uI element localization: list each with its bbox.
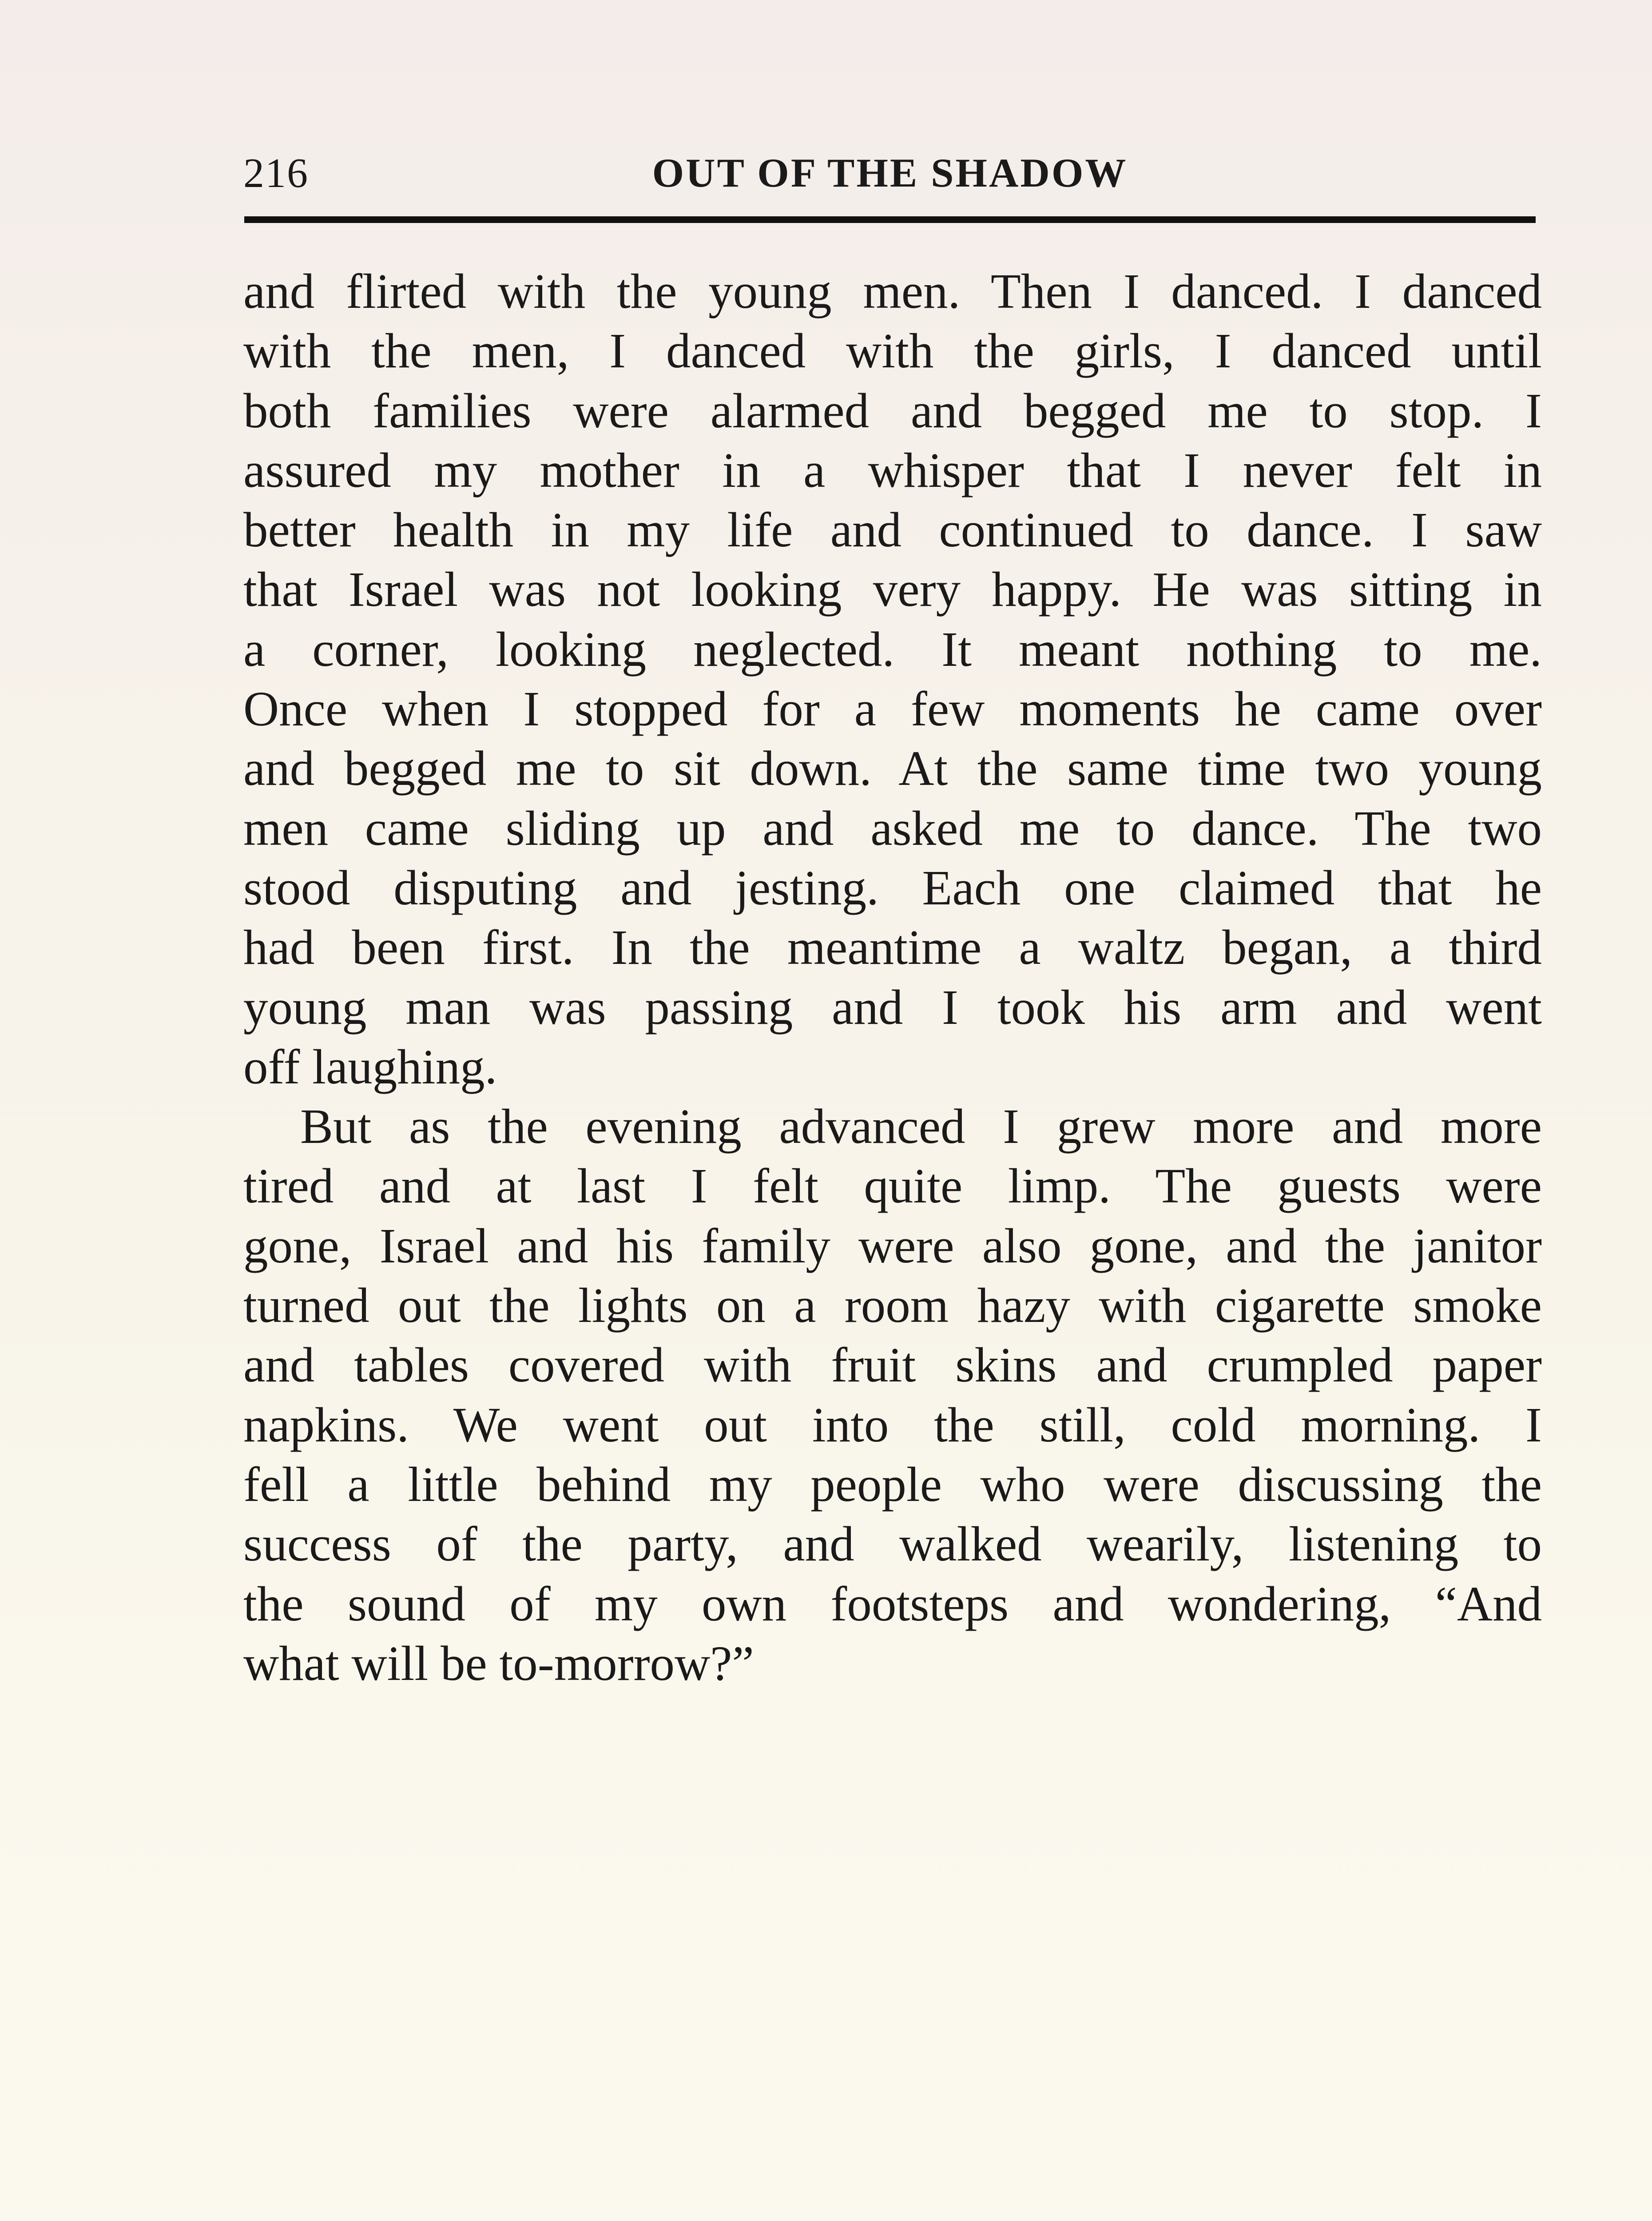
text-line: and tables covered with fruit skins and crumpled paper [243,1338,1542,1393]
text-line: that Israel was not looking very happy. He was sitting in [243,562,1542,617]
text-line: success of the party, and walked wearily, listening to [243,1517,1542,1572]
text-line: gone, Israel and his family were also gone, and the janitor [243,1218,1542,1274]
text-line: better health in my life and continued to dance. I saw [243,503,1542,558]
text-line: what will be to-morrow?” [243,1636,754,1691]
text-line: turned out the lights on a room hazy with cigarette smoke [243,1278,1542,1333]
text-line: and flirted with the young men. Then I danced. I danced [243,264,1542,319]
text-line: a corner, looking neglected. It meant nothing to me. [243,622,1542,677]
text-line: young man was passing and I took his arm and went [243,980,1542,1035]
header-rule [244,216,1536,223]
text-line: the sound of my own footsteps and wondering, “And [243,1576,1542,1632]
running-title: OUT OF THE SHADOW [652,150,1128,195]
text-line: napkins. We went out into the still, cold morning. I [243,1397,1542,1453]
text-line: had been first. In the meantime a waltz began, a third [243,920,1542,975]
text-line: assured my mother in a whisper that I never felt in [243,443,1542,498]
text-line: tired and at last I felt quite limp. The guests were [243,1159,1542,1214]
text-line: with the men, I danced with the girls, I danced until [243,324,1542,379]
text-line: Once when I stopped for a few moments he came over [243,682,1542,737]
page-number: 216 [243,150,309,196]
body-text [243,262,1542,1694]
text-line: both families were alarmed and begged me to stop. I [243,383,1542,438]
text-line: fell a little behind my people who were discussing the [243,1457,1542,1512]
text-line: But as the evening advanced I grew more and more [300,1099,1542,1154]
text-line: men came sliding up and asked me to dance. The two [243,801,1542,856]
text-line: and begged me to sit down. At the same time two young [243,741,1542,796]
text-line: off laughing. [243,1039,497,1095]
running-header [243,149,1537,202]
text-line: stood disputing and jesting. Each one claimed that he [243,860,1542,915]
